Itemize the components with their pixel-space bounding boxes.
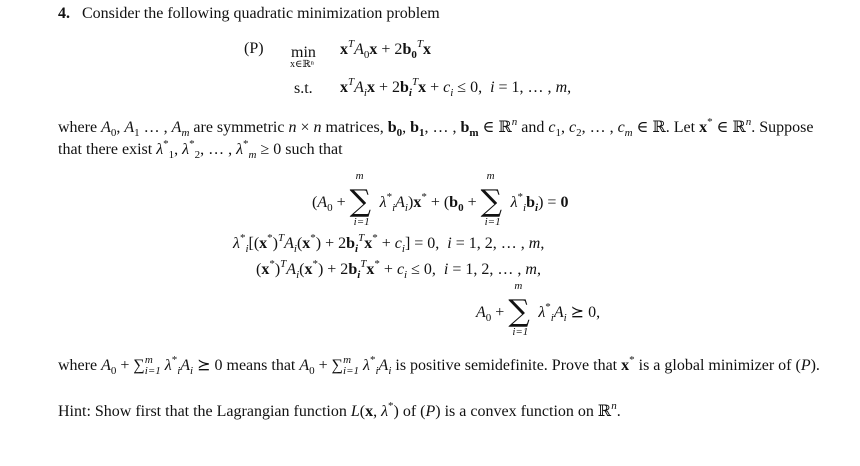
objective-function: $x^TA_0x + 2b_0^Tx$ xyxy=(340,38,431,61)
problem-number: 4. xyxy=(58,6,75,22)
constraint: $x^TA_ix + 2b_i^Tx + c_i \le 0$, i = 1, … , m, xyxy=(340,76,572,99)
psd-condition: $A_0$ + ∑ m i=1 $\lambda^*_iA_i$ ⪰ 0, xyxy=(476,280,601,338)
sum-symbol: ∑ m i=1 xyxy=(480,170,503,228)
min-subscript: x∈ℝⁿ xyxy=(290,59,314,70)
sum-symbol: ∑ m i=1 xyxy=(349,170,372,228)
primal-feasibility: $(x^*)^TA_i(x^*) + 2b_i^Tx^* + c_i \le 0$, i = 1, 2, … , m, xyxy=(256,258,541,281)
complementary-slackness: $\lambda^*_i[(x^*)^TA_i(x^*) + 2b_i^Tx^* + c_i] = 0$, i = 1, 2, … , m, xyxy=(233,232,545,255)
stationarity-equation: ($A_0$ + ∑ m i=1 $\lambda^*_iA_i)x^* + (b_0$ + ∑ m i=1 $\lambda^*_ib_i) = 0$ xyxy=(312,170,569,228)
subject-to-label: s.t. xyxy=(294,80,313,97)
problem-label: (P) xyxy=(244,40,264,57)
min-operator: min xyxy=(291,44,316,61)
paragraph-psd: where $A_0 + \sum^m_{i=1}$ $\lambda^*_iA_i$ ⪰ 0 means that $A_0 + \sum^m_{i=1}$ $\lambda^*_iA_i$ is positive semidefinite. Prove that x* is a global minimizer of (P). xyxy=(58,354,820,377)
problem-title: Consider the following quadratic minimization problem xyxy=(82,5,440,22)
hint: Hint: Show first that the Lagrangian function L(x, λ*) of (P) is a convex function on ℝ$^n$. xyxy=(58,400,621,420)
sum-symbol: ∑ m i=1 xyxy=(508,280,530,338)
paragraph-where: where $A_0$, $A_1$ … , $A_m$ are symmetric n × n matrices, $b_0$, $b_1$, … , $b_m$ ∈ ℝ$^n$ and $c_1$, $c_2$, … , $c_m$ ∈ ℝ. Let x* ∈ ℝ$^n$. Suppose that there exist $\lambda^*_1$, $\lambda^*_2$, … , $\lambda^*_m \ge 0$ such that xyxy=(58,116,814,161)
